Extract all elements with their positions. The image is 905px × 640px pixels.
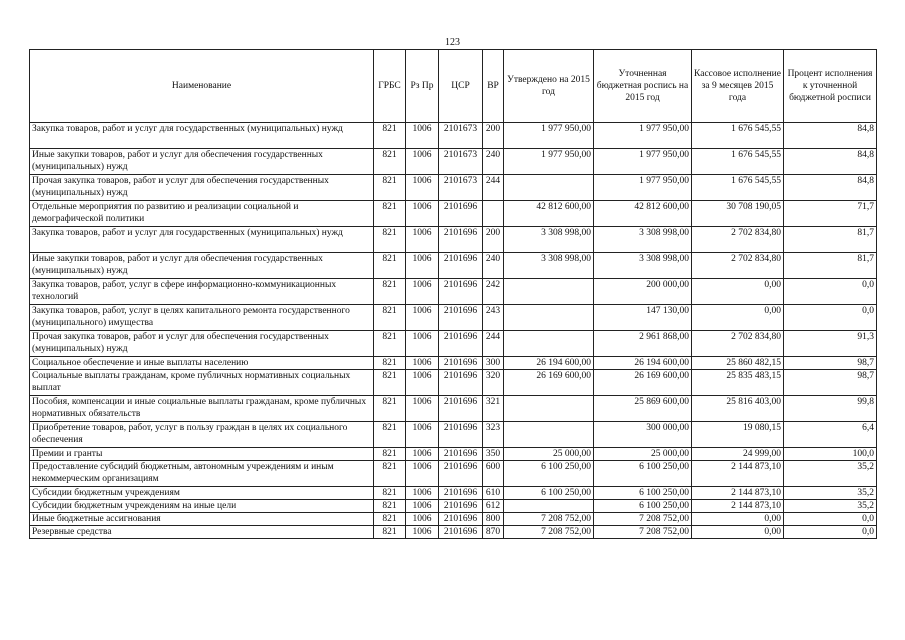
cell-approved: 6 100 250,00	[504, 487, 594, 500]
cell-csr: 2101696	[439, 422, 483, 448]
cell-percent: 99,8	[784, 396, 877, 422]
cell-cash: 30 708 190,05	[692, 201, 784, 227]
cell-approved: 1 977 950,00	[504, 149, 594, 175]
cell-cash: 24 999,00	[692, 448, 784, 461]
cell-percent: 0,0	[784, 305, 877, 331]
cell-cash: 19 080,15	[692, 422, 784, 448]
page-number: 123	[445, 37, 460, 48]
header-approved: Утверждено на 2015 год	[504, 50, 594, 123]
cell-cash: 2 702 834,80	[692, 331, 784, 357]
table-row	[30, 201, 877, 227]
cell-vr: 244	[483, 331, 504, 357]
cell-name: Резервные средства	[30, 526, 374, 539]
cell-csr: 2101696	[439, 227, 483, 253]
cell-percent: 84,8	[784, 175, 877, 201]
cell-percent: 0,0	[784, 279, 877, 305]
cell-rzpr: 1006	[406, 422, 439, 448]
cell-grbs: 821	[374, 461, 406, 487]
cell-vr: 244	[483, 175, 504, 201]
table-row	[30, 149, 877, 175]
table-row	[30, 370, 877, 396]
cell-percent: 0,0	[784, 526, 877, 539]
table-row	[30, 279, 877, 305]
cell-rzpr: 1006	[406, 396, 439, 422]
cell-grbs: 821	[374, 279, 406, 305]
cell-approved	[504, 500, 594, 513]
cell-name: Социальное обеспечение и иные выплаты населению	[30, 357, 374, 370]
cell-grbs: 821	[374, 370, 406, 396]
cell-csr: 2101696	[439, 331, 483, 357]
cell-rzpr: 1006	[406, 526, 439, 539]
cell-rzpr: 1006	[406, 370, 439, 396]
cell-refined: 1 977 950,00	[594, 149, 692, 175]
table-body	[30, 123, 877, 539]
cell-csr: 2101696	[439, 448, 483, 461]
cell-refined: 2 961 868,00	[594, 331, 692, 357]
table-row	[30, 526, 877, 539]
cell-refined: 7 208 752,00	[594, 513, 692, 526]
cell-csr: 2101673	[439, 149, 483, 175]
cell-approved	[504, 396, 594, 422]
cell-csr: 2101696	[439, 370, 483, 396]
cell-grbs: 821	[374, 123, 406, 149]
cell-approved	[504, 305, 594, 331]
table-row	[30, 513, 877, 526]
cell-csr: 2101673	[439, 175, 483, 201]
cell-cash: 0,00	[692, 279, 784, 305]
cell-cash: 0,00	[692, 526, 784, 539]
cell-vr	[483, 201, 504, 227]
cell-csr: 2101696	[439, 500, 483, 513]
cell-percent: 98,7	[784, 370, 877, 396]
table-row	[30, 175, 877, 201]
cell-approved: 1 977 950,00	[504, 123, 594, 149]
cell-approved	[504, 175, 594, 201]
cell-cash: 1 676 545,55	[692, 175, 784, 201]
cell-approved: 7 208 752,00	[504, 526, 594, 539]
cell-refined: 1 977 950,00	[594, 175, 692, 201]
cell-rzpr: 1006	[406, 331, 439, 357]
cell-csr: 2101696	[439, 357, 483, 370]
cell-percent: 71,7	[784, 201, 877, 227]
cell-rzpr: 1006	[406, 175, 439, 201]
cell-csr: 2101673	[439, 123, 483, 149]
cell-grbs: 821	[374, 227, 406, 253]
cell-name: Прочая закупка товаров, работ и услуг для обеспечения государственных (муниципальных) нужд	[30, 175, 374, 201]
cell-grbs: 821	[374, 357, 406, 370]
cell-percent: 81,7	[784, 227, 877, 253]
cell-approved: 26 169 600,00	[504, 370, 594, 396]
cell-approved: 7 208 752,00	[504, 513, 594, 526]
cell-vr: 323	[483, 422, 504, 448]
cell-refined: 25 869 600,00	[594, 396, 692, 422]
cell-vr: 610	[483, 487, 504, 500]
cell-grbs: 821	[374, 396, 406, 422]
cell-refined: 26 194 600,00	[594, 357, 692, 370]
table-row	[30, 461, 877, 487]
cell-rzpr: 1006	[406, 500, 439, 513]
cell-refined: 26 169 600,00	[594, 370, 692, 396]
cell-percent: 81,7	[784, 253, 877, 279]
cell-rzpr: 1006	[406, 448, 439, 461]
cell-vr: 350	[483, 448, 504, 461]
cell-grbs: 821	[374, 253, 406, 279]
table-row	[30, 305, 877, 331]
cell-cash: 25 835 483,15	[692, 370, 784, 396]
cell-vr: 600	[483, 461, 504, 487]
cell-approved	[504, 422, 594, 448]
cell-name: Закупка товаров, работ, услуг в сфере информационно-коммуникационных технологий	[30, 279, 374, 305]
header-grbs: ГРБС	[374, 50, 406, 123]
cell-vr: 242	[483, 279, 504, 305]
cell-cash: 25 860 482,15	[692, 357, 784, 370]
cell-csr: 2101696	[439, 279, 483, 305]
cell-rzpr: 1006	[406, 227, 439, 253]
cell-percent: 84,8	[784, 149, 877, 175]
table-row	[30, 331, 877, 357]
cell-approved: 42 812 600,00	[504, 201, 594, 227]
cell-csr: 2101696	[439, 526, 483, 539]
table-row	[30, 487, 877, 500]
cell-csr: 2101696	[439, 305, 483, 331]
cell-refined: 42 812 600,00	[594, 201, 692, 227]
cell-approved: 25 000,00	[504, 448, 594, 461]
cell-vr: 870	[483, 526, 504, 539]
cell-percent: 98,7	[784, 357, 877, 370]
header-row	[30, 50, 877, 123]
cell-grbs: 821	[374, 513, 406, 526]
cell-rzpr: 1006	[406, 123, 439, 149]
cell-csr: 2101696	[439, 487, 483, 500]
header-cash: Кассовое исполнение за 9 месяцев 2015 года	[692, 50, 784, 123]
cell-approved	[504, 331, 594, 357]
cell-vr: 612	[483, 500, 504, 513]
cell-refined: 147 130,00	[594, 305, 692, 331]
table-row	[30, 253, 877, 279]
header-vr: ВР	[483, 50, 504, 123]
cell-percent: 100,0	[784, 448, 877, 461]
cell-name: Закупка товаров, работ и услуг для государственных (муниципальных) нужд	[30, 227, 374, 253]
cell-csr: 2101696	[439, 253, 483, 279]
table-row	[30, 396, 877, 422]
cell-refined: 7 208 752,00	[594, 526, 692, 539]
cell-rzpr: 1006	[406, 279, 439, 305]
cell-grbs: 821	[374, 201, 406, 227]
cell-cash: 0,00	[692, 305, 784, 331]
cell-refined: 6 100 250,00	[594, 461, 692, 487]
header-rzpr: Рз Пр	[406, 50, 439, 123]
cell-cash: 25 816 403,00	[692, 396, 784, 422]
header-percent: Процент исполнения к уточненной бюджетной росписи	[784, 50, 877, 123]
table-row	[30, 227, 877, 253]
cell-grbs: 821	[374, 448, 406, 461]
cell-cash: 0,00	[692, 513, 784, 526]
cell-csr: 2101696	[439, 461, 483, 487]
budget-table	[29, 49, 877, 539]
cell-name: Закупка товаров, работ, услуг в целях капитального ремонта государственного (муниципального) имущества	[30, 305, 374, 331]
table-row	[30, 500, 877, 513]
header-refined: Уточненная бюджетная роспись на 2015 год	[594, 50, 692, 123]
cell-rzpr: 1006	[406, 149, 439, 175]
cell-cash: 2 702 834,80	[692, 253, 784, 279]
cell-grbs: 821	[374, 149, 406, 175]
cell-rzpr: 1006	[406, 357, 439, 370]
cell-percent: 0,0	[784, 513, 877, 526]
cell-rzpr: 1006	[406, 461, 439, 487]
cell-name: Приобретение товаров, работ, услуг в пользу граждан в целях их социального обеспечения	[30, 422, 374, 448]
cell-name: Премии и гранты	[30, 448, 374, 461]
cell-refined: 3 308 998,00	[594, 253, 692, 279]
cell-csr: 2101696	[439, 201, 483, 227]
cell-vr: 240	[483, 149, 504, 175]
cell-vr: 240	[483, 253, 504, 279]
cell-name: Отдельные мероприятия по развитию и реализации социальной и демографической политики	[30, 201, 374, 227]
cell-cash: 2 702 834,80	[692, 227, 784, 253]
cell-grbs: 821	[374, 305, 406, 331]
cell-rzpr: 1006	[406, 487, 439, 500]
cell-vr: 300	[483, 357, 504, 370]
cell-name: Субсидии бюджетным учреждениям	[30, 487, 374, 500]
cell-cash: 1 676 545,55	[692, 123, 784, 149]
cell-name: Пособия, компенсации и иные социальные выплаты гражданам, кроме публичных нормативных обязательств	[30, 396, 374, 422]
cell-cash: 2 144 873,10	[692, 487, 784, 500]
cell-grbs: 821	[374, 175, 406, 201]
table-row	[30, 448, 877, 461]
cell-name: Иные закупки товаров, работ и услуг для обеспечения государственных (муниципальных) нужд	[30, 253, 374, 279]
cell-rzpr: 1006	[406, 513, 439, 526]
cell-percent: 84,8	[784, 123, 877, 149]
cell-name: Иные закупки товаров, работ и услуг для обеспечения государственных (муниципальных) нужд	[30, 149, 374, 175]
cell-name: Прочая закупка товаров, работ и услуг для обеспечения государственных (муниципальных) нужд	[30, 331, 374, 357]
cell-grbs: 821	[374, 331, 406, 357]
cell-refined: 3 308 998,00	[594, 227, 692, 253]
cell-grbs: 821	[374, 526, 406, 539]
table-row	[30, 357, 877, 370]
cell-approved: 26 194 600,00	[504, 357, 594, 370]
cell-name: Иные бюджетные ассигнования	[30, 513, 374, 526]
cell-percent: 35,2	[784, 461, 877, 487]
cell-refined: 1 977 950,00	[594, 123, 692, 149]
cell-approved: 3 308 998,00	[504, 253, 594, 279]
cell-name: Социальные выплаты гражданам, кроме публичных нормативных социальных выплат	[30, 370, 374, 396]
cell-cash: 1 676 545,55	[692, 149, 784, 175]
cell-percent: 91,3	[784, 331, 877, 357]
cell-rzpr: 1006	[406, 305, 439, 331]
cell-refined: 6 100 250,00	[594, 487, 692, 500]
cell-grbs: 821	[374, 422, 406, 448]
cell-vr: 321	[483, 396, 504, 422]
cell-vr: 243	[483, 305, 504, 331]
cell-rzpr: 1006	[406, 201, 439, 227]
table-row	[30, 123, 877, 149]
cell-approved	[504, 279, 594, 305]
cell-cash: 2 144 873,10	[692, 500, 784, 513]
cell-cash: 2 144 873,10	[692, 461, 784, 487]
cell-vr: 200	[483, 227, 504, 253]
cell-approved: 3 308 998,00	[504, 227, 594, 253]
cell-refined: 200 000,00	[594, 279, 692, 305]
table-row	[30, 422, 877, 448]
cell-vr: 800	[483, 513, 504, 526]
cell-approved: 6 100 250,00	[504, 461, 594, 487]
cell-name: Предоставление субсидий бюджетным, автономным учреждениям и иным некоммерческим организациям	[30, 461, 374, 487]
cell-refined: 6 100 250,00	[594, 500, 692, 513]
cell-percent: 35,2	[784, 500, 877, 513]
header-csr: ЦСР	[439, 50, 483, 123]
cell-csr: 2101696	[439, 396, 483, 422]
cell-rzpr: 1006	[406, 253, 439, 279]
header-name: Наименование	[30, 50, 374, 123]
cell-grbs: 821	[374, 487, 406, 500]
cell-name: Закупка товаров, работ и услуг для государственных (муниципальных) нужд	[30, 123, 374, 149]
cell-refined: 25 000,00	[594, 448, 692, 461]
cell-vr: 200	[483, 123, 504, 149]
cell-percent: 35,2	[784, 487, 877, 500]
cell-grbs: 821	[374, 500, 406, 513]
cell-refined: 300 000,00	[594, 422, 692, 448]
cell-name: Субсидии бюджетным учреждениям на иные цели	[30, 500, 374, 513]
cell-csr: 2101696	[439, 513, 483, 526]
cell-percent: 6,4	[784, 422, 877, 448]
cell-vr: 320	[483, 370, 504, 396]
